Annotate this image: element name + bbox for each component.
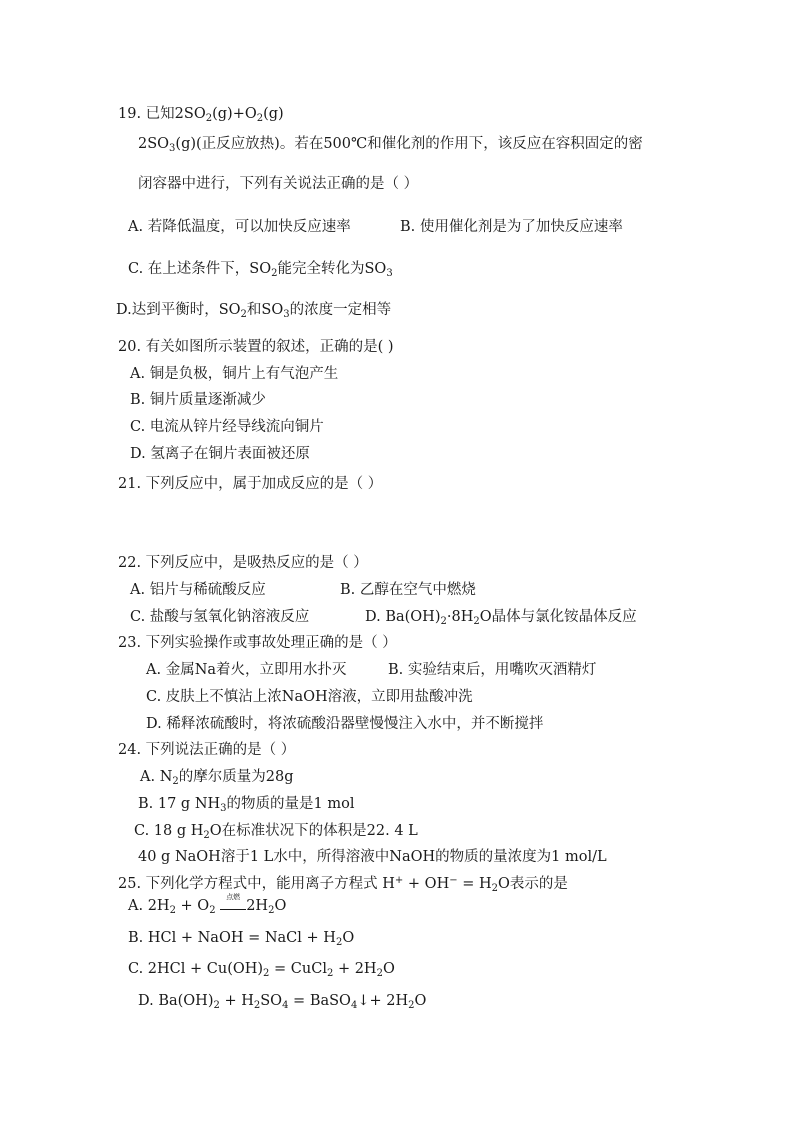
q23-stem: 23. 下列实验操作或事故处理正确的是（ ） [118, 635, 397, 651]
q19-number: 19. [118, 106, 142, 122]
q23-option-c: C. 皮肤上不慎沾上浓NaOH溶液，立即用盐酸冲洗 [146, 689, 473, 705]
q22-option-d: D. $Ba(OH)_2\cdot 8H_2O$晶体与氯化铵晶体反应 [365, 609, 637, 627]
q24-stem: 24. 下列说法正确的是（ ） [118, 742, 296, 758]
q20-option-c: C. 电流从锌片经导线流向铜片 [130, 419, 324, 435]
q20-option-a: A. 铜是负极，铜片上有气泡产生 [130, 366, 339, 382]
q19-option-c: C. 在上述条件下，$SO_2$能完全转化为$SO_3$ [128, 261, 393, 279]
q19-line1: 19. 已知$2SO_2(g)+O_2(g)$ [118, 106, 284, 124]
q19-option-b: B. 使用催化剂是为了加快反应速率 [400, 219, 623, 235]
q23-option-a: A. 金属Na着火，立即用水扑灭 [146, 662, 347, 678]
q20-stem: 20. 有关如图所示装置的叙述，正确的是( ) [118, 339, 394, 355]
q23-option-d: D. 稀释浓硫酸时，将浓硫酸沿器壁慢慢注入水中，并不断搅拌 [146, 716, 544, 732]
q24-option-b: B. 17 g $NH_3$的物质的量是1 mol [138, 796, 355, 814]
q19-option-a: A. 若降低温度，可以加快反应速率 [128, 219, 351, 235]
q25-stem: 25. 下列化学方程式中，能用离子方程式 $H^+ + OH^- = H_2O$表示的是 [118, 875, 568, 894]
q20-option-b: B. 铜片质量逐渐减少 [130, 392, 266, 408]
q21-stem: 21. 下列反应中，属于加成反应的是（ ） [118, 476, 383, 492]
q19-line3: 闭容器中进行，下列有关说法正确的是（ ） [138, 176, 419, 192]
q25-option-a: A. $2H_2 + O_2$ 点燃 $2H_2O$ [128, 893, 287, 916]
q24-option-d: 40 g NaOH溶于1 L水中，所得溶液中NaOH的物质的量浓度为1 mol/L [138, 849, 607, 865]
reaction-condition-arrow: 点燃 [220, 899, 246, 910]
q20-option-d: D. 氢离子在铜片表面被还原 [130, 446, 310, 462]
q22-option-b: B. 乙醇在空气中燃烧 [340, 582, 476, 598]
q24-option-a: A. $N_2$的摩尔质量为28g [140, 769, 294, 787]
q22-option-c: C. 盐酸与氢氧化钠溶液反应 [130, 609, 310, 625]
q22-option-a: A. 铝片与稀硫酸反应 [130, 582, 266, 598]
q25-option-b: B. HCl + NaOH = NaCl + $H_2O$ [128, 930, 355, 948]
q24-option-c: C. 18 g $H_2O$在标准状况下的体积是22. 4 L [134, 823, 418, 841]
q19-option-d: D.达到平衡时，$SO_2$和$SO_3$的浓度一定相等 [116, 302, 392, 320]
q19-line2: $2SO_3(g)$(正反应放热)。若在500℃和催化剂的作用下，该反应在容积固定的密 [138, 136, 643, 154]
q25-option-c: C. $2HCl + Cu(OH)_2$ = CuCl$_2$ + $2H_2O$ [128, 961, 395, 979]
q25-option-d: D. $Ba(OH)_2 + H_2SO_4$ = BaSO$_4$↓+ $2H_2O$ [138, 993, 427, 1011]
q23-option-b: B. 实验结束后，用嘴吹灭酒精灯 [388, 662, 597, 678]
q22-stem: 22. 下列反应中，是吸热反应的是（ ） [118, 555, 368, 571]
